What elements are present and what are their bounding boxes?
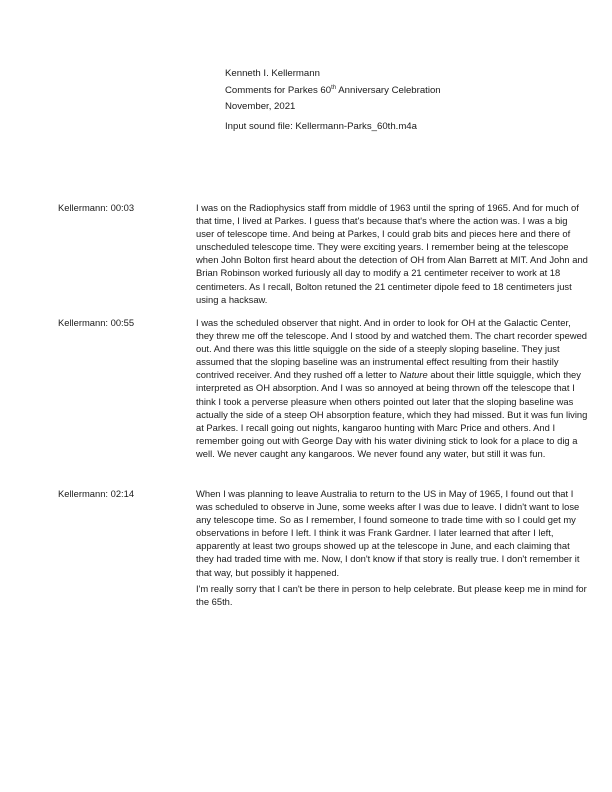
speaker-timestamp: Kellermann: 02:14 <box>58 488 135 499</box>
journal-name: Nature <box>399 369 428 381</box>
title-suffix: Anniversary Celebration <box>336 84 441 96</box>
document-title <box>225 83 565 100</box>
document-header <box>225 66 565 135</box>
entry-text <box>196 316 588 460</box>
entry-paragraph <box>196 316 588 460</box>
speaker-timestamp: Kellermann: 00:03 <box>58 202 135 213</box>
sound-file-label: Input sound file: Kellermann-Parks_60th.m4a <box>225 120 417 132</box>
entry-text <box>196 201 588 306</box>
author-name: Kenneth I. Kellermann <box>225 68 320 79</box>
document-date: November, 2021 <box>225 101 296 112</box>
entry-paragraph: When I was planning to leave Australia to return to the US in May of 1965, I found out that I was scheduled to observe in June, some weeks after I was due to leave. I didn't want to lose any telescope time. So as I remember, I found someone to trade time with so I could get my observations in before I left. I think it was Frank Gardner. I later learned that after I left, apparently at least two groups showed up at the telescope in June, and each claiming that they had traded time with me. Now, I don't know if that story is really true. I don't remember it that way, but possibly it happened. <box>196 488 580 578</box>
entry-text <box>196 487 588 608</box>
text-before-italic: I was the scheduled observer that night. And in order to look for OH at the Galactic Center, they threw me off the telescope. And I stood by and watched them. The chart recorder spewed out. And there was this little squiggle on the side of a steeply sloping baseline. They just assumed that the sloping baseline was an instrumental effect resulting from their hastily contrived receiver. And they rushed off a letter to <box>196 317 588 381</box>
title-prefix: Comments for Parkes 60 <box>225 84 332 96</box>
entry-paragraph: I was on the Radiophysics staff from middle of 1963 until the spring of 1965. And for much of that time, I lived at Parkes. I guess that's because that's where the action was. I was a big user of telescope time. And being at Parkes, I could grab bits and pieces here and there of unscheduled telescope time. They were exciting years. I remember being at the telescope when John Bolton first heard about the detection of OH from Alan Barrett at MIT. And John and Brian Robinson worked furiously all day to modify a 21 centimeter receiver to work at 18 centimeters. As I recall, Bolton retuned the 21 centimeter dipole feed to 18 centimeters just using a hacksaw. <box>196 202 588 305</box>
speaker-timestamp: Kellermann: 00:55 <box>58 317 135 328</box>
entry-paragraph-closing: I'm really sorry that I can't be there in person to help celebrate. But please keep me in mind for the 65th. <box>196 582 587 607</box>
text-after-italic: about their little squiggle, which they interpreted as OH absorption. And I was so annoyed at being thrown off the telescope that I think I took a perverse pleasure when others pointed out later that the sloping baseline was actually the side of a steep OH absorption feature, which they had missed. But it was fun living at Parkes. I recall going out nights, kangaroo hunting with Marc Price and others. And I remember going out with George Day with his water divining stick to look for a place to dig a well. We never caught any kangaroos. We never found any water, but still it was fun. <box>196 369 588 459</box>
title-superscript: th <box>331 84 337 91</box>
